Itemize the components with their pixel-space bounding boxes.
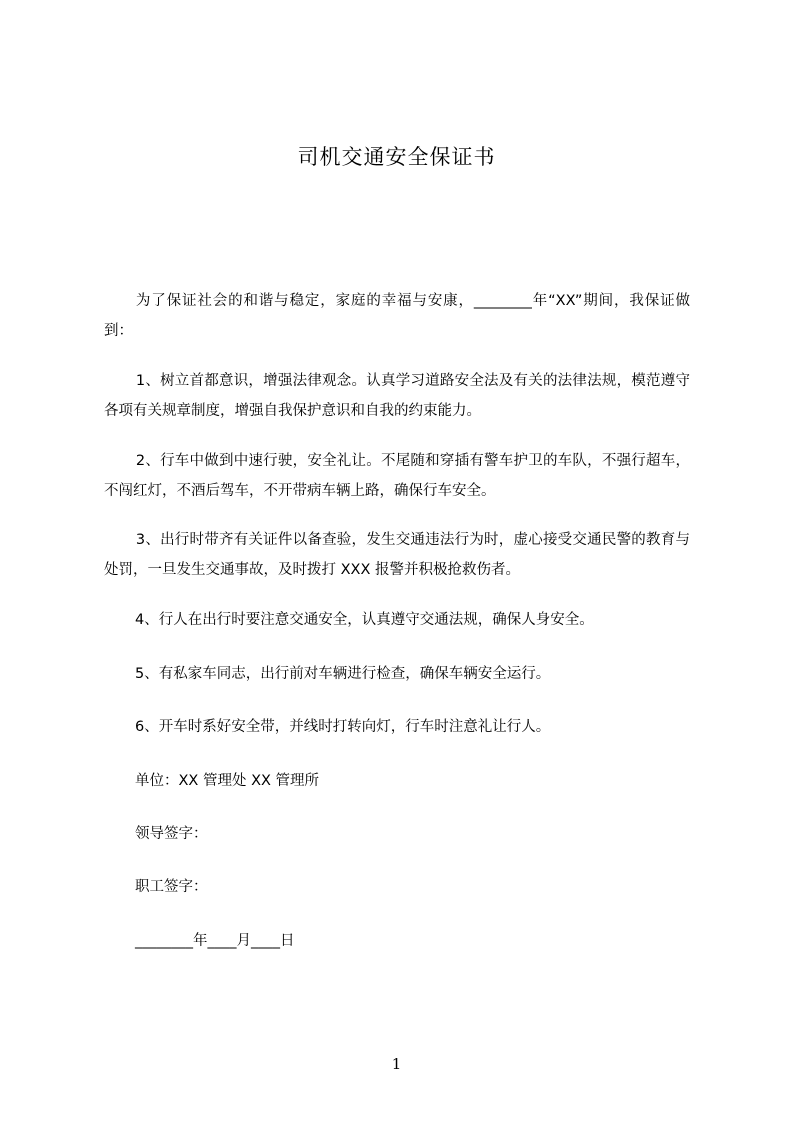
page-number: 1 bbox=[391, 1055, 402, 1073]
clause-3: 3、出行时带齐有关证件以备查验，发生交通违法行为时，虚心接受交通民警的教育与处罚，一旦发生交通事故，及时拨打 XXX 报警并积极抢救伤者。 bbox=[104, 532, 690, 578]
clause-5: 5、有私家车同志，出行前对车辆进行检查，确保车辆安全运行。 bbox=[135, 666, 551, 682]
unit-line: 单位：XX 管理处 XX 管理所 bbox=[135, 773, 320, 789]
clause-2: 2、行车中做到中速行驶，安全礼让。不尾随和穿插有警车护卫的车队，不强行超车，不闯红灯，不酒后驾车，不开带病车辆上路，确保行车安全。 bbox=[104, 453, 690, 499]
date-line: ________年____月____日 bbox=[135, 933, 295, 949]
clause-6: 6、开车时系好安全带，并线时打转向灯，行车时注意礼让行人。 bbox=[135, 719, 551, 735]
clause-1: 1、树立首都意识，增强法律观念。认真学习道路安全法及有关的法律法规，模范遵守各项有关规章制度，增强自我保护意识和自我的约束能力。 bbox=[104, 373, 690, 419]
intro-paragraph: 为了保证社会的和谐与稳定，家庭的幸福与安康，________年“XX”期间，我保证做到： bbox=[104, 293, 690, 339]
document-title: 司机交通安全保证书 bbox=[297, 145, 496, 169]
clause-4: 4、行人在出行时要注意交通安全，认真遵守交通法规，确保人身安全。 bbox=[135, 612, 594, 628]
staff-signature-line: 职工签字： bbox=[135, 879, 208, 895]
leader-signature-line: 领导签字： bbox=[135, 826, 208, 842]
